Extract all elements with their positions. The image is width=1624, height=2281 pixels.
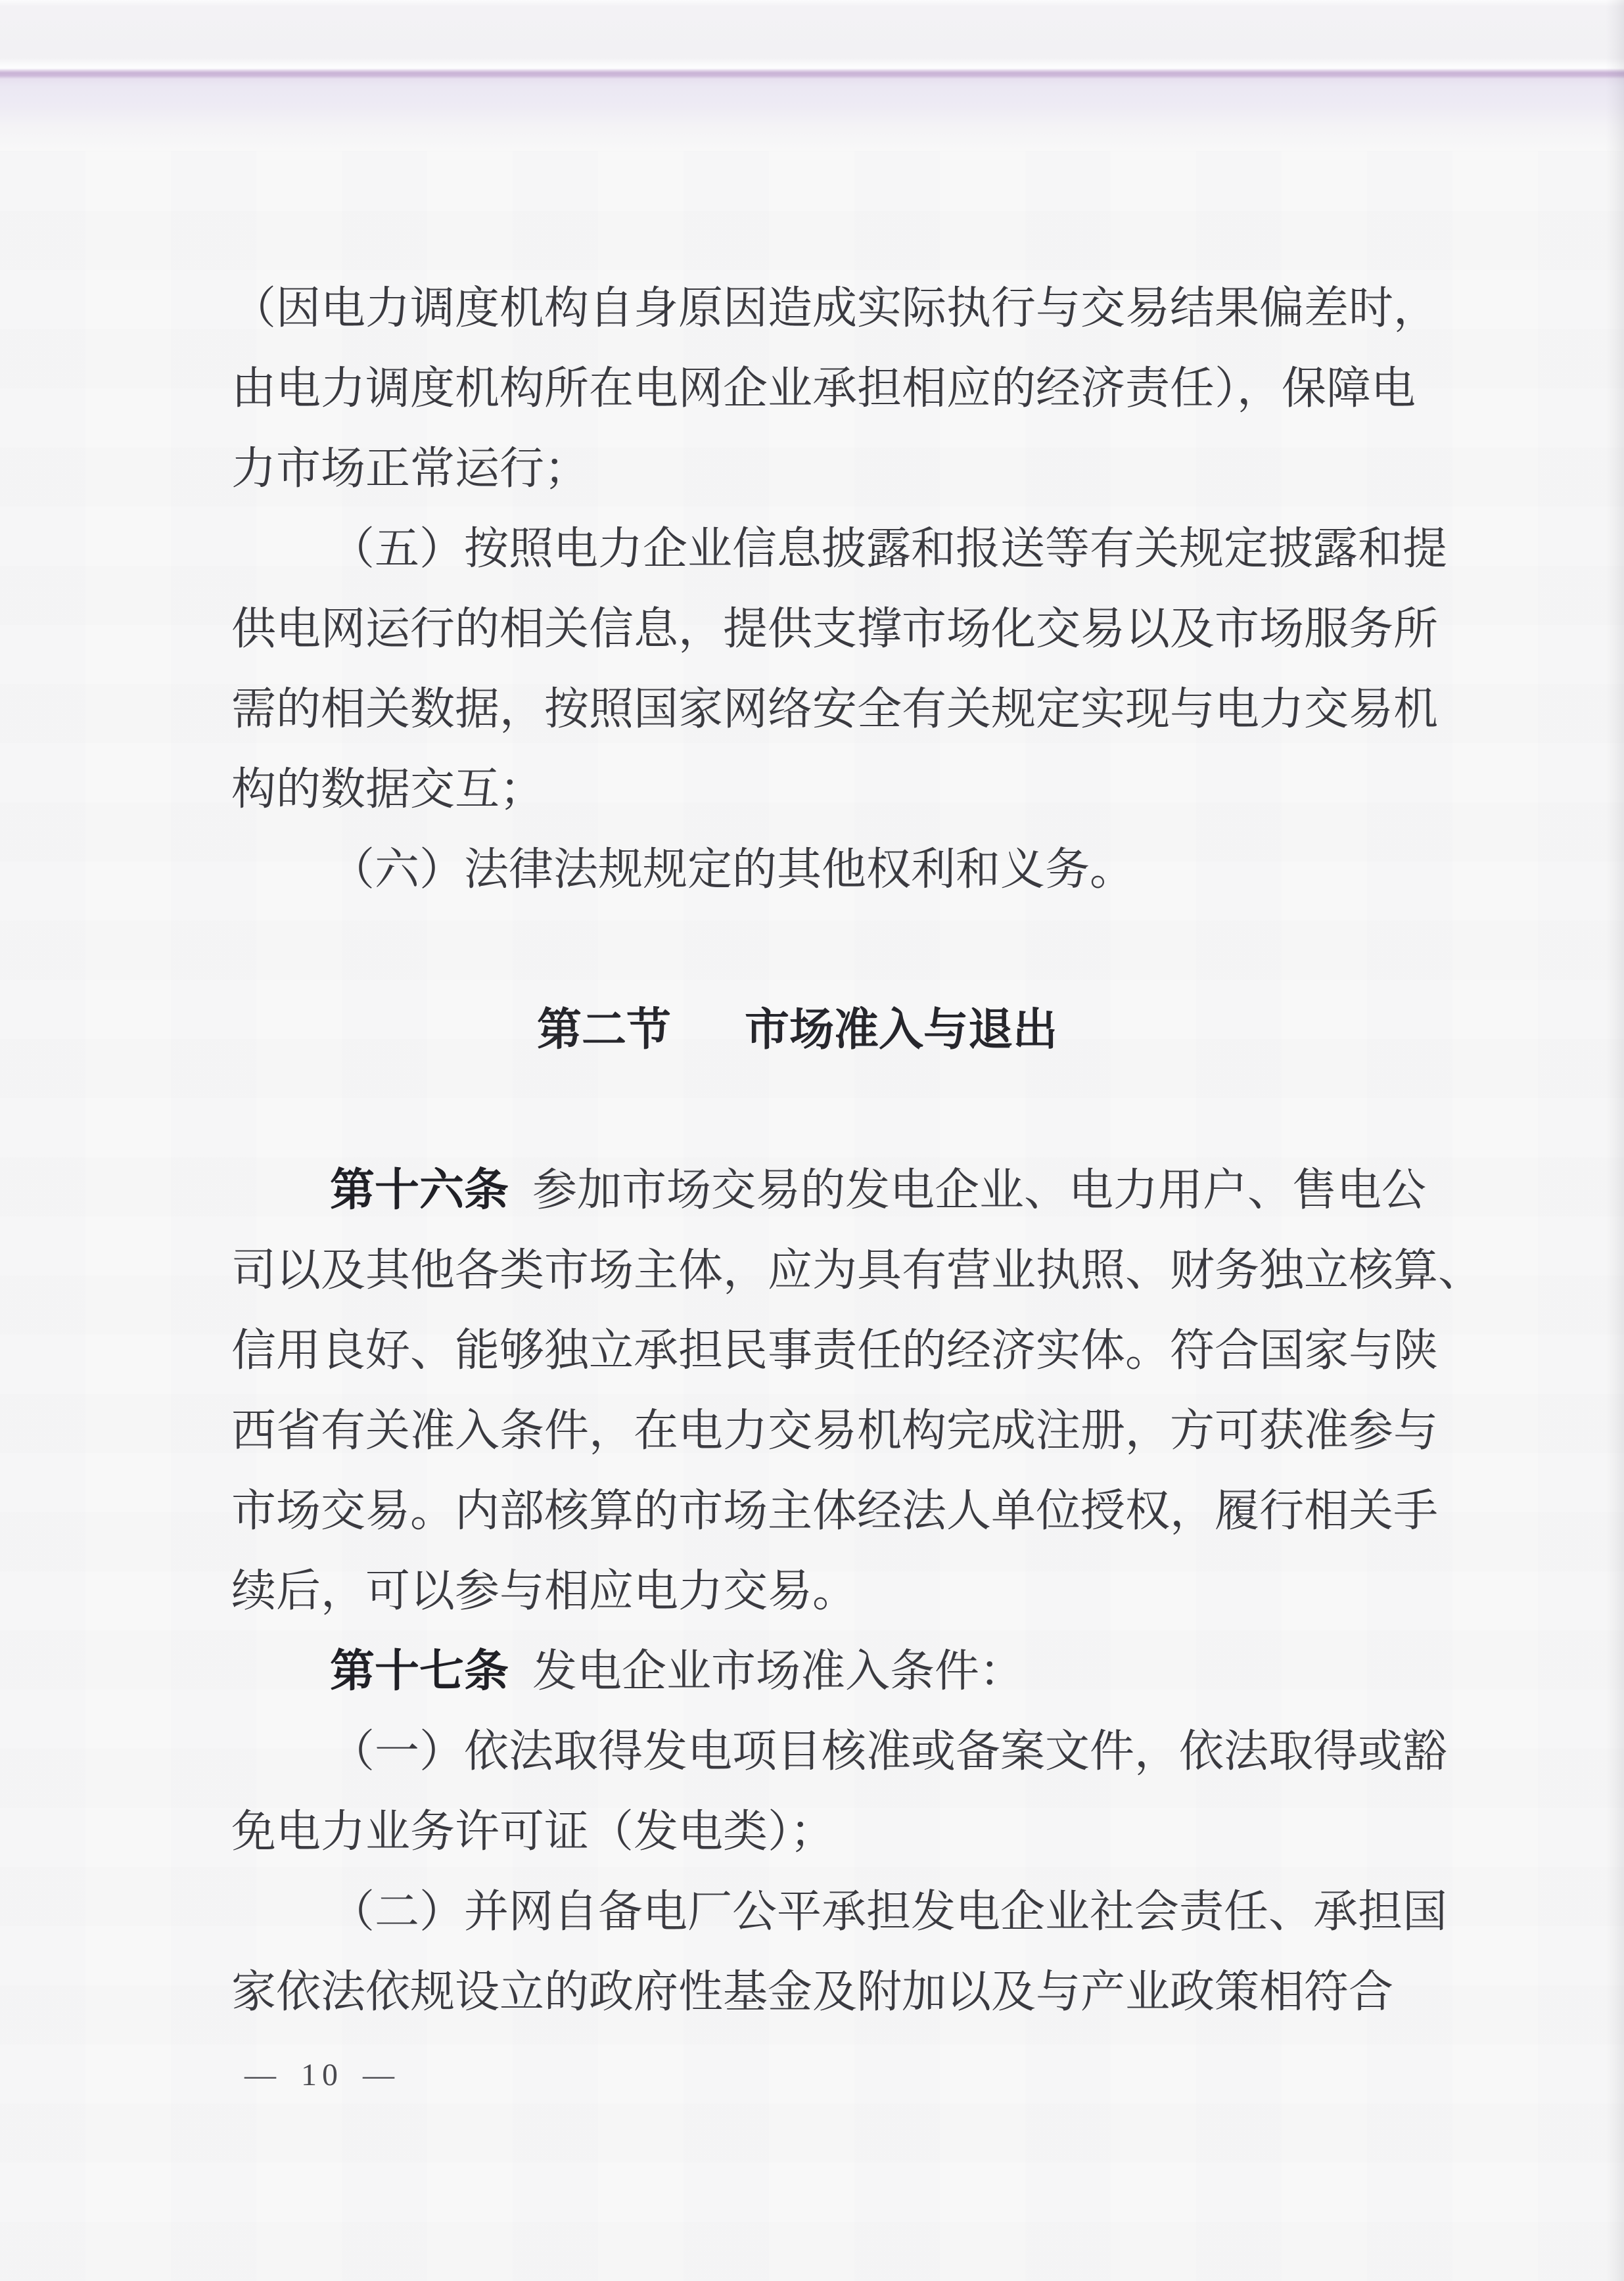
text-line: 西省有关准入条件，在电力交易机构完成注册，方可获准参与	[231, 1406, 1439, 1456]
text-line: 市场交易。内部核算的市场主体经法人单位授权，履行相关手	[231, 1486, 1439, 1536]
article-text: 发电企业市场准入条件：	[532, 1646, 1025, 1696]
scan-top-edge-band	[0, 0, 1624, 151]
scan-right-edge-shadow	[1606, 0, 1624, 2281]
section-heading	[231, 990, 1409, 1070]
text-line: 信用良好、能够独立承担民事责任的经济实体。符合国家与陕	[231, 1325, 1439, 1375]
blank-line	[231, 910, 1409, 990]
text-line: 需的相关数据，按照国家网络安全有关规定实现与电力交易机	[231, 684, 1439, 734]
article-number: 第十七条	[330, 1646, 509, 1696]
section-heading-title: 市场准入与退出	[745, 1005, 1058, 1055]
text-line: 免电力业务许可证（发电类）；	[231, 1807, 835, 1856]
text-line	[231, 1150, 1427, 1230]
page-number-footer: — 10 —	[244, 2058, 400, 2092]
text-line: 由电力调度机构所在电网企业承担相应的经济责任），保障电	[231, 363, 1416, 413]
text-line: 供电网运行的相关信息，提供支撑市场化交易以及市场服务所	[231, 604, 1439, 654]
text-line	[231, 1631, 1409, 1711]
text-line: （一）依法取得发电项目核准或备案文件，依法取得或豁	[330, 1726, 1448, 1776]
text-line: 构的数据交互；	[231, 764, 545, 814]
article-text: 参加市场交易的发电企业、电力用户、售电公	[532, 1165, 1427, 1215]
text-line: （因电力调度机构自身原因造成实际执行与交易结果偏差时，	[231, 283, 1439, 333]
text-line: 续后，可以参与相应电力交易。	[231, 1566, 858, 1616]
text-line: （五）按照电力企业信息披露和报送等有关规定披露和提	[330, 524, 1448, 574]
section-heading-number: 第二节	[536, 1005, 671, 1055]
article-number: 第十六条	[330, 1165, 509, 1215]
document-body	[231, 268, 1483, 2032]
text-line: 家依法依规设立的政府性基金及附加以及与产业政策相符合	[231, 1967, 1394, 2017]
text-line: （六）法律法规规定的其他权利和义务。	[330, 844, 1135, 894]
text-line: 司以及其他各类市场主体，应为具有营业执照、财务独立核算、	[231, 1245, 1483, 1295]
blank-line	[231, 1070, 1409, 1150]
text-line: （二）并网自备电厂公平承担发电企业社会责任、承担国	[330, 1887, 1448, 1937]
text-line: 力市场正常运行；	[231, 444, 590, 494]
